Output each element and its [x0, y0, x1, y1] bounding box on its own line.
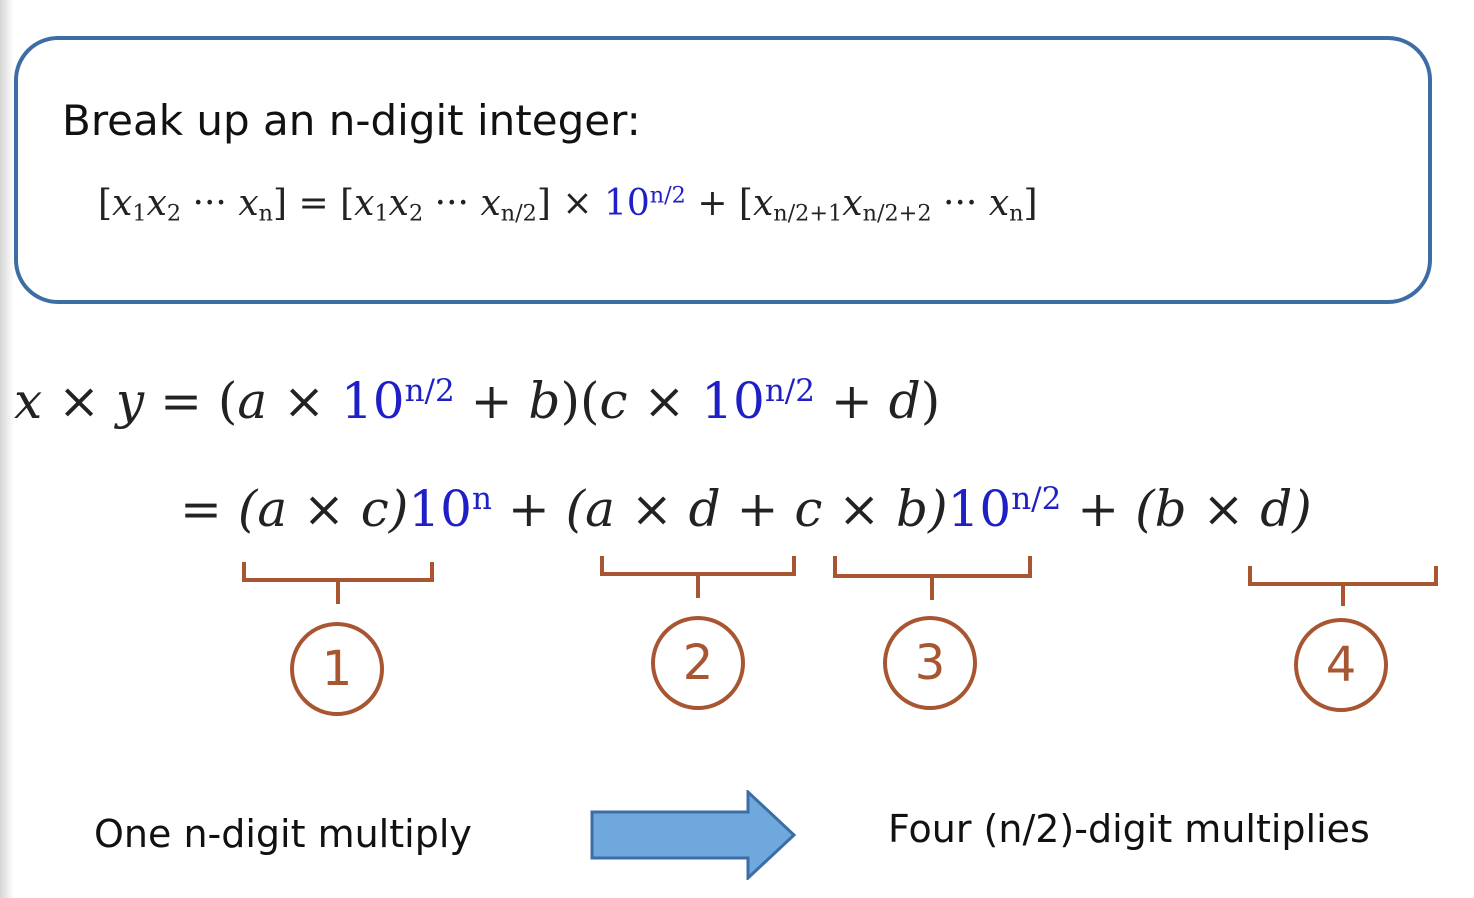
power-of-ten: $10^{n/2}$: [701, 372, 815, 430]
badge-2: 2: [651, 616, 745, 710]
term-ad: (a × d: [565, 480, 721, 538]
split-equation: [$x_1x_2$ ··· $x_n] = [x_1x_2$ ··· $x_{n/2}] \times 10^{n/2} + [x_{n/2+1}x_{n/2+2}$ ··· $x_n$]: [98, 182, 1038, 227]
power-of-ten: $10^{n/2}$: [947, 480, 1062, 538]
term-cb: c × b): [794, 480, 948, 538]
product-equation-line1: $x \times y = (a \times 10^{n/2} + b)(c \times 10^{n/2} + d)$: [14, 372, 941, 430]
right-arrow-icon: [590, 790, 798, 880]
definition-box: [14, 36, 1432, 304]
badge-1: 1: [290, 622, 384, 716]
power-of-ten: $10^{n/2}$: [340, 372, 455, 430]
underbrace-2: [602, 556, 794, 598]
power-of-ten: $10^{n/2}$: [603, 182, 686, 224]
caption-right: Four (n/2)-digit multiplies: [888, 807, 1370, 851]
underbrace-3: [835, 556, 1030, 600]
left-edge-shadow: [0, 0, 14, 898]
box-title: Break up an n-digit integer:: [62, 96, 641, 145]
product-equation-line2: = $(a \times c)10^n + (a \times d + c \times b)10^{n/2} + (b \times d)$: [180, 480, 1312, 538]
underbrace-4: [1250, 566, 1436, 606]
term-ac: (a × c): [237, 480, 409, 538]
term-bd: (b × d): [1135, 480, 1312, 538]
power-of-ten: 10$^n$: [408, 480, 492, 538]
badge-3: 3: [883, 616, 977, 710]
caption-left: One n-digit multiply: [94, 812, 472, 856]
badge-4: 4: [1294, 618, 1388, 712]
underbrace-1: [244, 562, 432, 604]
